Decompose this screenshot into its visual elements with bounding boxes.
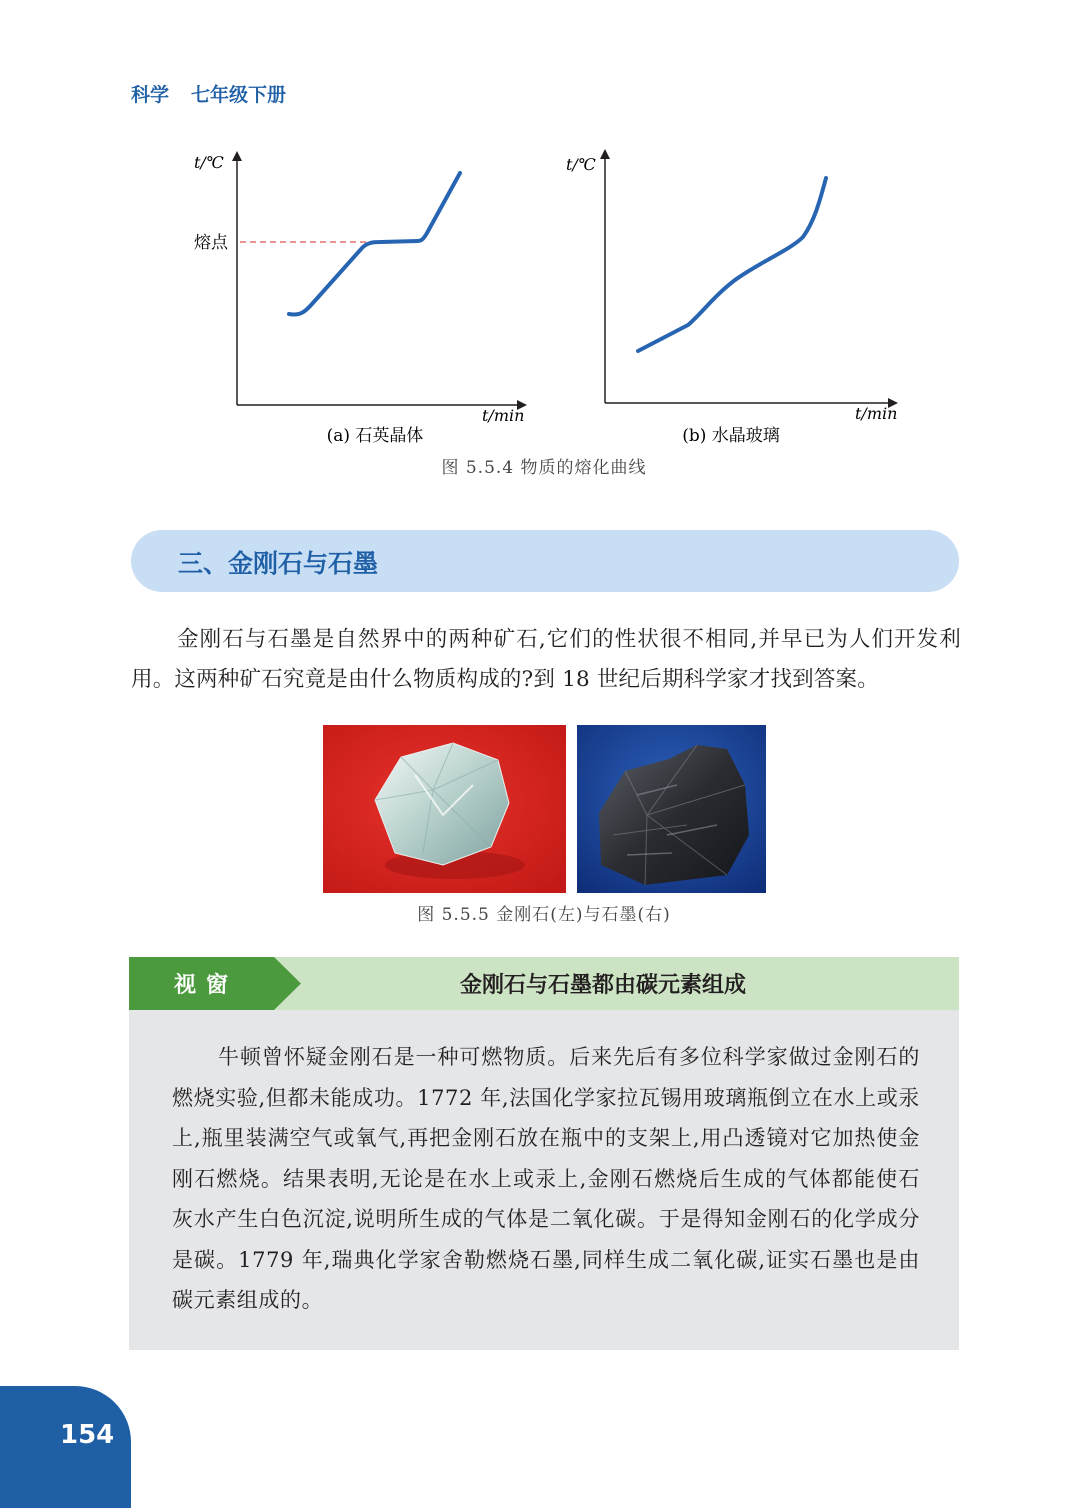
chart-b-curve [638,178,826,351]
chart-a-caption: (a) 石英晶体 [326,426,424,446]
chart-b-x-label: t/min [855,404,898,423]
page-number: 154 [60,1420,115,1450]
chart-b-y-label: t/℃ [566,155,596,174]
diamond-photo [323,725,566,893]
book-label: 七年级下册 [191,84,287,106]
melting-curves-figure [0,0,1088,500]
chart-b [566,154,897,446]
chart-b-caption: (b) 水晶玻璃 [682,426,780,446]
sidebar-title: 金刚石与石墨都由碳元素组成 [460,973,747,998]
body-paragraph: 金刚石与石墨是自然界中的两种矿石,它们的性状很不相同,并早已为人们开发利用。这两种矿石究竟是由什么物质构成的?到 18 世纪后期科学家才找到答案。 [131,627,961,692]
subject-label: 科学 [131,84,170,106]
chart-a-x-label: t/min [482,406,525,425]
chart-a-y-label: t/℃ [194,153,224,172]
section-title: 三、金刚石与石墨 [178,549,379,578]
figure-554-caption: 图 5.5.4 物质的熔化曲线 [441,458,647,478]
graphite-photo [577,725,766,893]
sidebar-text: 牛顿曾怀疑金刚石是一种可燃物质。后来先后有多位科学家做过金刚石的燃烧实验,但都未能成功。1772 年,法国化学家拉瓦锡用玻璃瓶倒立在水上或汞上,瓶里装满空气或氧气,再把金刚石放在瓶中的支架上,用凸透镜对它加热使金刚石燃烧。结果表明,无论是在水上或汞上,金刚石燃烧后生成的气体都能使石灰水产生白色沉淀,说明所生成的气体是二氧化碳。于是得知金刚石的化学成分是碳。1779 年,瑞典化学家舍勒燃烧石墨,同样生成二氧化碳,证实石墨也是由碳元素组成的。 [172,1045,920,1312]
figure-555-caption: 图 5.5.5 金刚石(左)与石墨(右) [417,905,671,925]
chart-a-curve [289,173,460,315]
chart-a-melting-point-label: 熔点 [194,233,228,253]
sidebar-tag-label: 视窗 [174,973,239,998]
chart-a [194,153,524,446]
